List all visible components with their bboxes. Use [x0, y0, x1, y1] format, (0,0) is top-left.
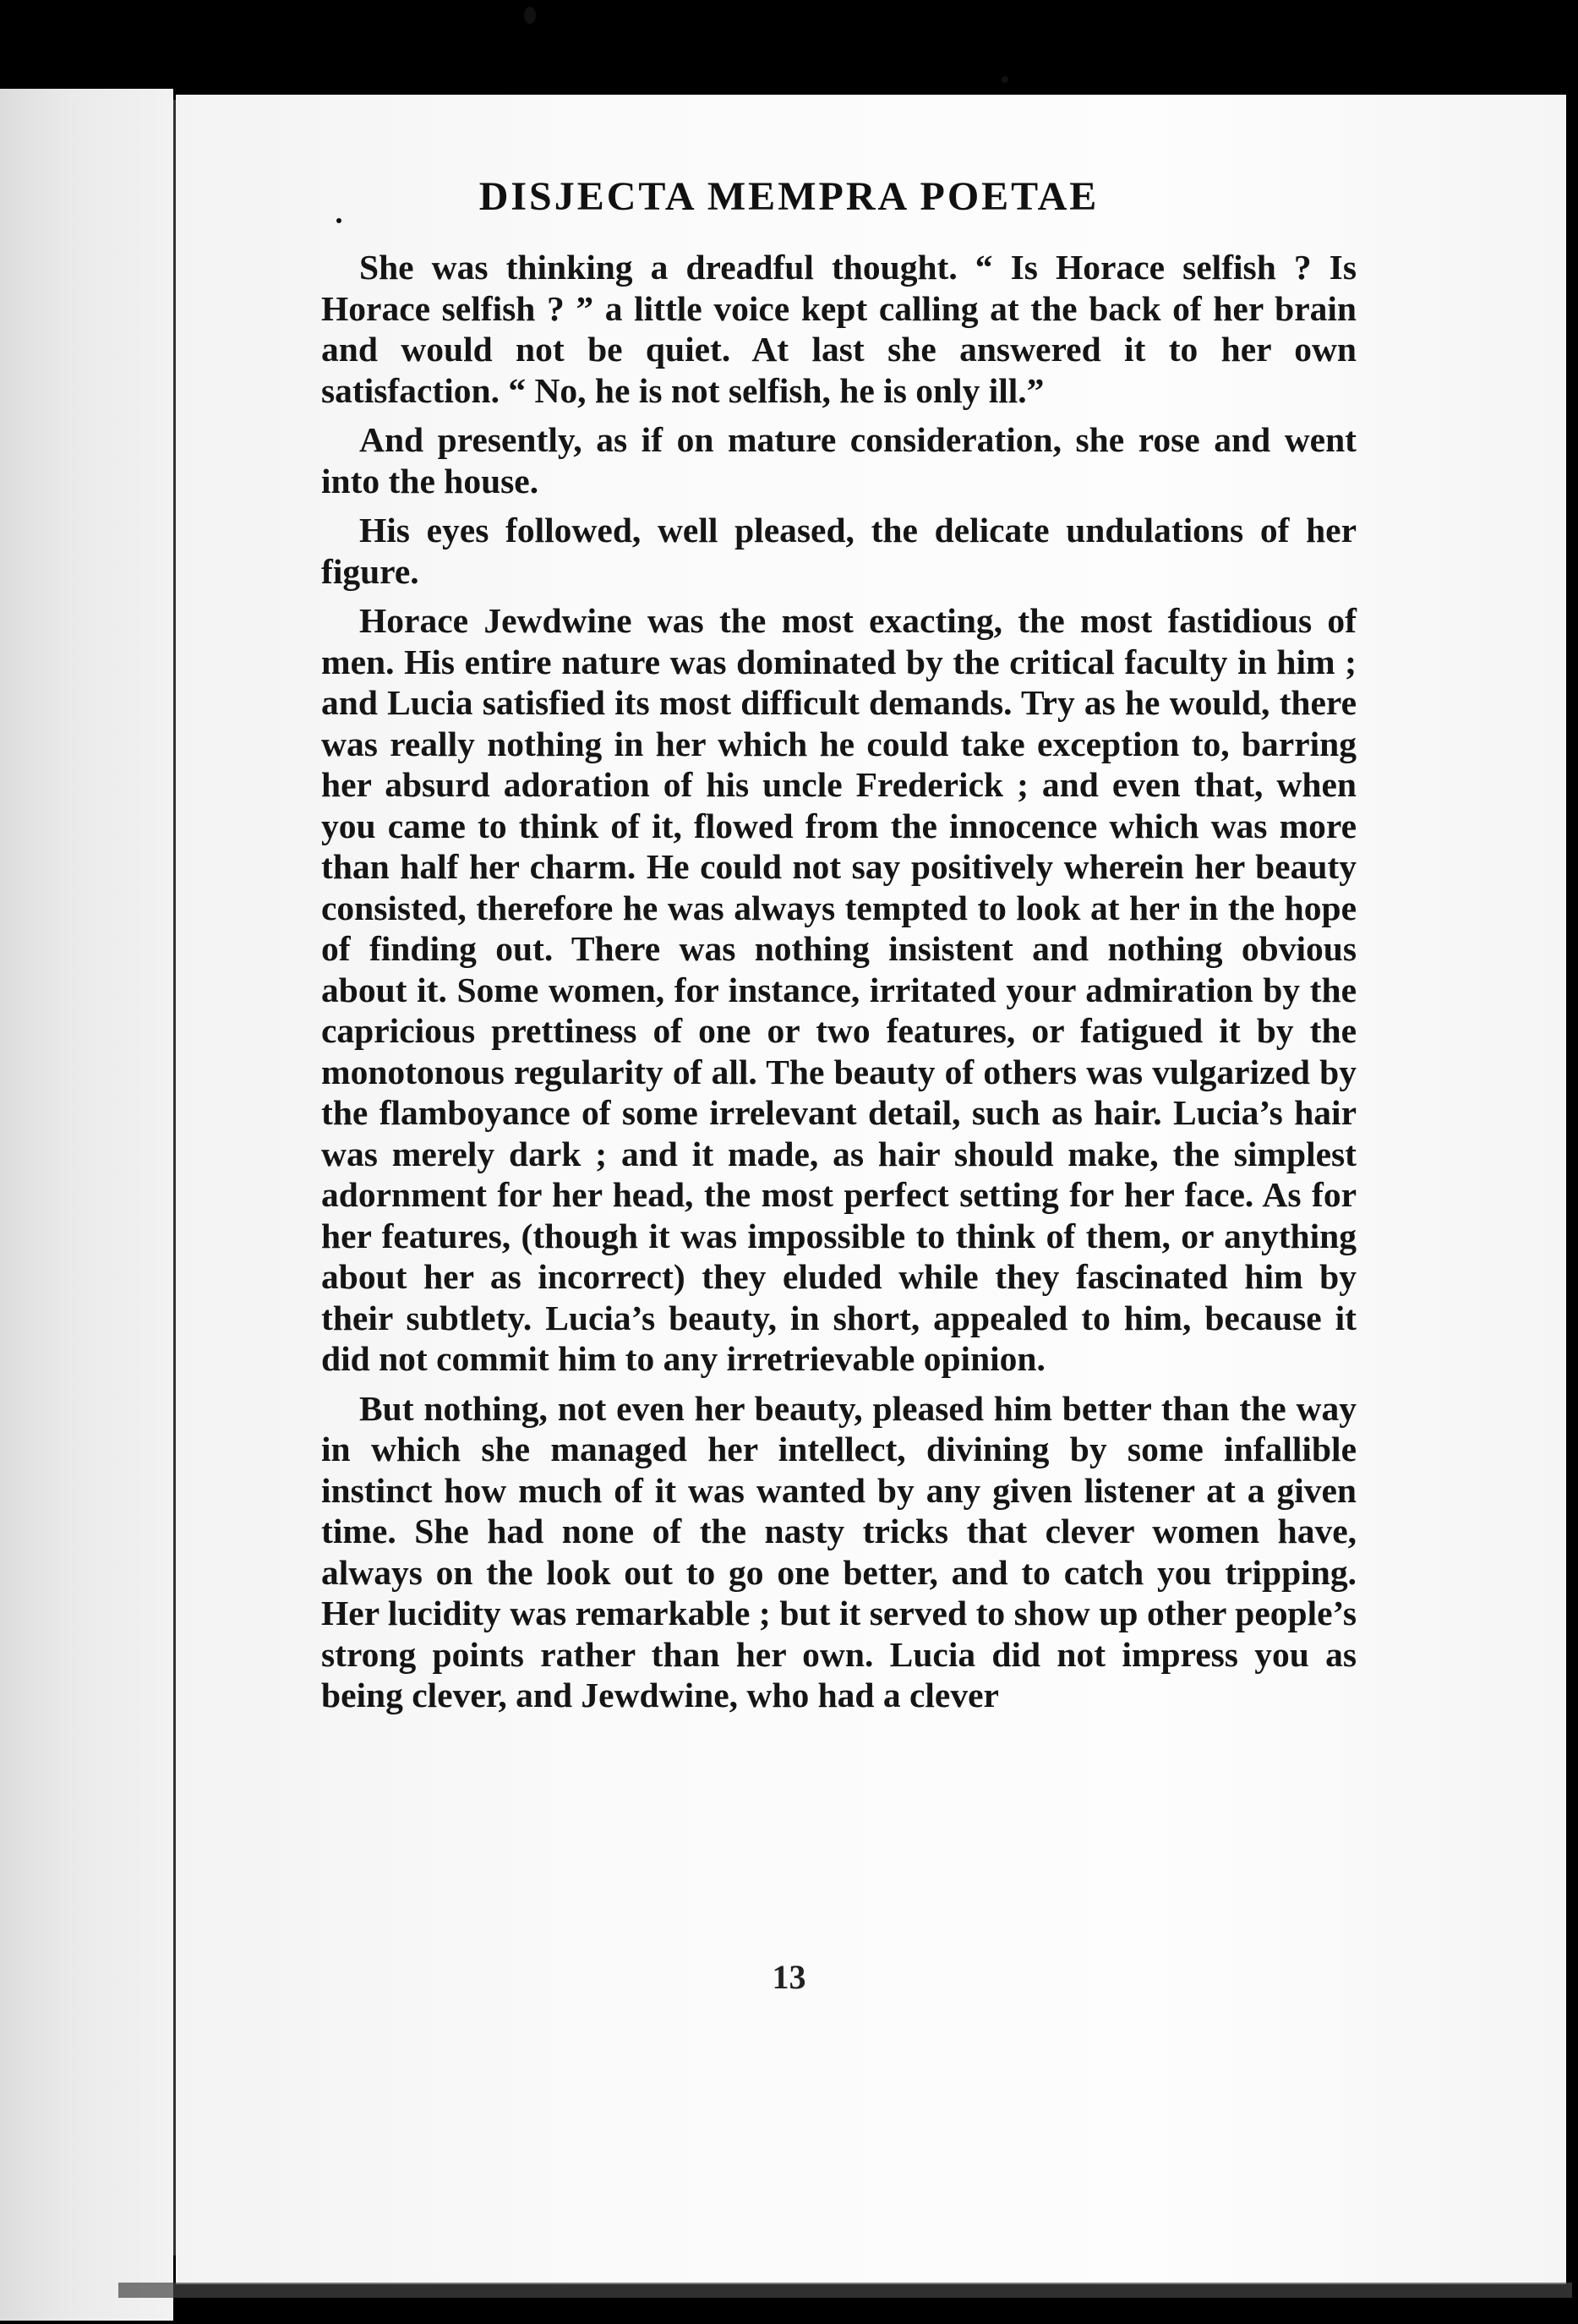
page-bottom-edge	[118, 2283, 1572, 2298]
paragraph: And presently, as if on mature consideration, she rose and went into the house.	[321, 420, 1357, 500]
paragraph: She was thinking a dreadful thought. “ Is Horace selfish ? Is Horace selfish ? ” a little voice kept calling at the back of her brain and would not be quiet. At last she answered it to her own satisfaction. “ No, he is not selfish, he is only ill.”	[321, 248, 1357, 410]
paragraph: His eyes followed, well pleased, the delicate undulations of her figure.	[321, 511, 1357, 591]
paragraph: Horace Jewdwine was the most exacting, the most fastidious of men. His entire nature was dominated by the critical faculty in him ; and Lucia satisfied its most difficult demands. Try as he would, there was really nothing in her which he could take exception to, barring her absurd adoration of his uncle Frederick ; and even that, when you came to think of it, flowed from the innocence which was more than half her charm. He could not say positively wherein her beauty consisted, therefore he was always tempted to look at her in the hope of finding out. There was nothing insistent and nothing obvious about it. Some women, for instance, irritated your admiration by the capricious prettiness of one or two features, or fatigued it by the monotonous regularity of all. The beauty of others was vulgarized by the flamboyance of some irrelevant detail, such as hair. Lucia’s hair was merely dark ; and it made, as hair should make, the simplest adornment for her head, the most perfect setting for her face. As for her features, (though it was impossible to think of them, or anything about her as incorrect) they eluded while they fascinated him by their subtlety. Lucia’s beauty, in short, appealed to him, because it did not commit him to any irretrievable opinion.	[321, 601, 1357, 1378]
page-number: 13	[772, 1958, 806, 1996]
scan-speck	[1002, 76, 1008, 83]
running-head: DISJECTA MEMPRA POETAE	[478, 174, 1100, 219]
paragraph: But nothing, not even her beauty, pleased him better than the way in which she managed her intellect, divining by some infallible instinct how much of it was wanted by any given listener at a given time. She had none of the nasty tricks that clever women have, always on the look out to go one better, and to catch you tripping. Her lucidity was remarkable ; but it served to show up other people’s strong points rather than her own. Lucia did not impress you as being clever, and Jewdwine, who had a clever	[321, 1388, 1357, 1714]
scan-speck	[524, 7, 536, 24]
body-text	[321, 247, 1357, 1725]
